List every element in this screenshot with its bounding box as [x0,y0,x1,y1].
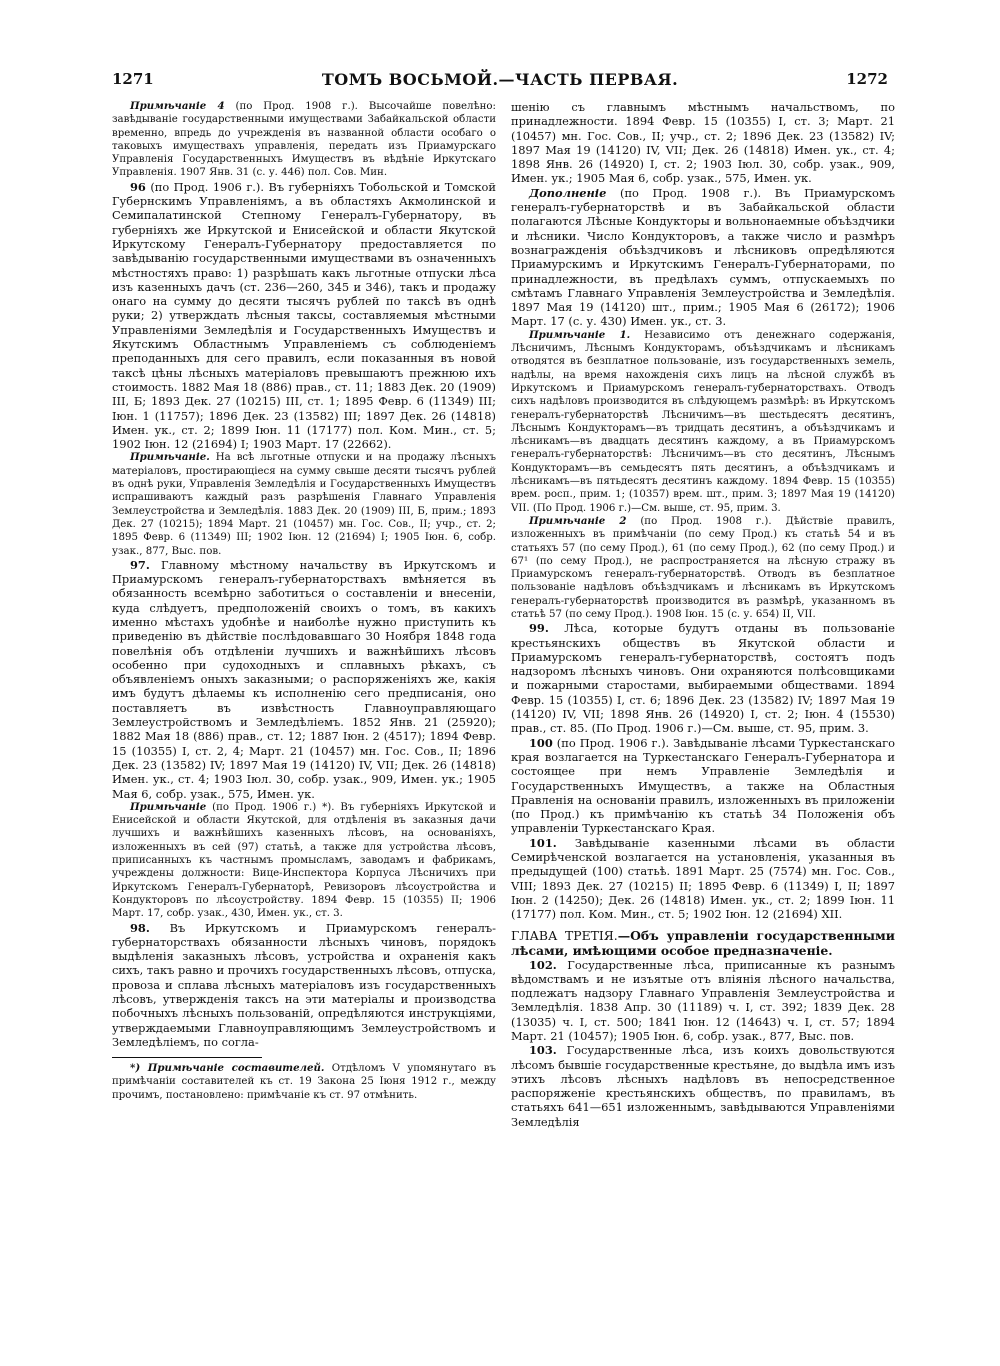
paragraph: шенію съ главнымъ мѣстнымъ начальствомъ, по принадлежности. 1894 Февр. 15 (10355) I, ст. 3; Март. 21 (10457) мн. Гос. Сов., II; учр., ст. 2; 1896 Дек. 23 (13582) IV; 1897 Мая 19 (14120) IV, VII; Дек. 26 (14818) Имен. ук., ст. 4; 1898 Янв. 26 (14920) I, ст. 2; 1903 Іюл. 30, собр. узак., 909, Имен. ук.; 1905 Мая 6, собр. узак., 575, Имен. ук. [511,100,895,186]
page-header [0,70,1000,100]
left-column [112,100,496,1102]
page-number-right: 1272 [846,70,888,88]
footnote: *) Примѣчаніе составителей. Отдѣломъ V упомянутаго въ примѣчаніи составителей къ ст. 19 Закона 25 Іюня 1912 г., между прочимъ, постановлено: примѣчаніе къ ст. 97 отмѣнить. [112,1062,496,1101]
article-101: 101. Завѣдываніе казенными лѣсами въ области Семирѣченской возлагается на установленія, указанныя въ предыдущей (100) статьѣ. 1891 Март. 25 (7574) мн. Гос. Сов., VIII; 1893 Дек. 27 (10215) II; 1895 Февр. 6 (11349) I, II; 1897 Іюн. 2 (14250); Дек. 26 (14818) Имен. ук., ст. 2; 1899 Іюн. 11 (17177) пол. Ком. Мин., ст. 5; 1902 Іюн. 12 (21694) XII. [511,835,895,922]
article-100: 100 (по Прод. 1906 г.). Завѣдываніе лѣсами Туркестанскаго края возлагается на Туркестанскаго Генералъ-Губернатора и состоящее при немъ Управленіе Земледѣлія и Государственныхъ Имуществъ, а также на Областныя Правленія на основаніи правилъ, изложенныхъ въ приложеніи (по Прод.) къ примѣчанію къ статьѣ 34 Положенія объ управленіи Туркестанскаго Края. [511,735,895,836]
article-99: 99. Лѣса, которые будутъ отданы въ пользованіе крестьянскихъ обществъ въ Якутской области и Приамурскомъ генералъ-губернаторствѣ, состоятъ подъ надзоромъ лѣсныхъ чиновъ. Они охраняются полѣсовщиками и пожарными старостами, выбираемыми обществами. 1894 Февр. 15 (10355) I, ст. 6; 1896 Дек. 23 (13582) IV; 1897 Мая 19 (14120) IV, VII; 1898 Янв. 26 (14920) I, ст. 2; Іюн. 4 (15530) прав., ст. 85. (По Прод. 1906 г.)—См. выше, ст. 95, прим. 3. [511,621,895,736]
paragraph: Примѣчаніе. На всѣ льготные отпуски и на продажу лѣсныхъ матеріаловъ, простирающіеся на сумму свыше десяти тысячъ рублей въ однѣ руки, Управленія Земледѣлія и Государственныхъ Имуществъ испрашиваютъ каждый разъ разрѣшенія Главнаго Управленія Землеустройства и Земледѣлія. 1883 Дек. 20 (1909) III, Б, прим.; 1893 Дек. 27 (10215); 1894 Март. 21 (10457) мн. Гос. Сов., II; учр., ст. 2; 1895 Февр. 6 (11349) III; 1902 Іюн. 12 (21694) I; 1905 Іюн. 6, собр. узак., 877, Выс. пов. [112,451,496,557]
article-96: 96 (по Прод. 1906 г.). Въ губерніяхъ Тобольской и Томской Губернскимъ Управленіямъ, а въ областяхъ Акмолинской и Семипалатинской Степному Генералъ-Губернатору, въ губерніяхъ же Иркутской и Енисейской и области Якутской Иркутскому Генералъ-Губернатору предоставляется по завѣдыванію государственными имуществами въ означенныхъ мѣстностяхъ право: 1) разрѣшать какъ льготные отпуски лѣса изъ казенныхъ дачъ (ст. 236—260, 345 и 346), такъ и продажу онаго на сумму до десяти тысячъ рублей по таксѣ въ однѣ руки; 2) утверждать лѣсныя таксы, составляемыя мѣстными Управленіями Земледѣлія и Государственныхъ Имуществъ и Якутскимъ Областнымъ Управленіемъ съ соблюденіемъ преподанныхъ для сего правилъ, если показанныя въ новой таксѣ цѣны лѣсныхъ матеріаловъ превышаютъ прежнюю ихъ стоимость. 1882 Мая 18 (886) прав., ст. 11; 1883 Дек. 20 (1909) III, Б; 1893 Дек. 27 (10215) III, ст. 1; 1895 Февр. 6 (11349) III; Іюн. 1 (11757); 1896 Дек. 23 (13582) III; 1897 Дек. 26 (14818) Имен. ук., ст. 2; 1899 Іюн. 11 (17177) пол. Ком. Мин., ст. 5; 1902 Іюн. 12 (21694) I; 1903 Март. 17 (22662). [112,179,496,452]
article-103: 103. Государственные лѣса, изъ коихъ довольствуются лѣсомъ бывшіе государственные крестьяне, до выдѣла имъ изъ этихъ лѣсовъ лѣсныхъ надѣловъ въ непосредственное распоряженіе крестьянскихъ обществъ, по правиламъ, въ статьяхъ 641—651 изложеннымъ, завѣдываются Управленіями Земледѣлія [511,1043,895,1129]
right-column [511,100,895,1129]
footnote-divider [112,1057,262,1058]
page-title: ТОМЪ ВОСЬМОЙ.—ЧАСТЬ ПЕРВАЯ. [321,70,679,89]
paragraph: Примѣчаніе 2 (по Прод. 1908 г.). Дѣйствіе правилъ, изложенныхъ въ примѣчаніи (по сему Прод.) къ статьѣ 54 и въ статьяхъ 57 (по сему Прод.), 61 (по сему Прод.), 62 (по сему Прод.) и 67¹ (по сему Прод.), не распространяется на лѣсную стражу въ Приамурскомъ генералъ-губернаторствѣ. Отводъ въ безплатное пользованіе надѣловъ объѣздчикамъ и лѣсникамъ въ Иркутскомъ генералъ-губернаторствѣ производится въ размѣрѣ, указанномъ въ статьѣ 57 (по сему Прод.). 1908 Іюн. 15 (с. у. 654) II, VII. [511,514,895,620]
chapter-heading: ГЛАВА ТРЕТІЯ.—Объ управленіи государственными лѣсами, имѣющими особое предназначеніе. [511,927,896,958]
article-102: 102. Государственные лѣса, приписанные къ разнымъ вѣдомствамъ и не изъятые отъ вліянія лѣсного начальства, подлежатъ надзору Главнаго Управленія Землеустройства и Земледѣлія. 1838 Апр. 30 (11189) ч. I, ст. 392; 1839 Дек. 28 (13035) ч. I, ст. 500; 1841 Іюн. 12 (14643) ч. I, ст. 57; 1894 Март. 21 (10457); 1905 Іюн. 6, собр. узак., 877, Выс. пов. [511,957,895,1043]
paragraph: Примѣчаніе 4 (по Прод. 1908 г.). Высочайше повелѣно: завѣдываніе государственными имуществами Забайкальской области временно, впредь до учрежденія въ названной области особаго о таковыхъ имуществахъ управленія, передать изъ Приамурскаго Управленія Государственныхъ Имуществъ въ вѣдѣніе Иркутскаго Управленія. 1907 Янв. 31 (с. у. 446) пол. Сов. Мин. [112,100,496,179]
paragraph: Примѣчаніе (по Прод. 1906 г.) *). Въ губерніяхъ Иркутской и Енисейской и области Якутской, для отдѣленія въ заказныя дачи лучшихъ и важнѣйшихъ казенныхъ лѣсовъ, на основаніяхъ, изложенныхъ въ сей (97) статьѣ, а также для устройства лѣсовъ, приписанныхъ къ частнымъ промысламъ, заводамъ и фабрикамъ, учреждены должности: Вице-Инспектора Корпуса Лѣсничихъ при Иркутскомъ Генералъ-Губернаторѣ, Ревизоровъ лѣсоустройства и Кондукторовъ по лѣсоустройству. 1894 Февр. 15 (10355) II; 1906 Март. 17, собр. узак., 430, Имен. ук., ст. 3. [112,800,496,920]
article-98: 98. Въ Иркутскомъ и Приамурскомъ генералъ-губернаторствахъ обязанности лѣсныхъ чиновъ, порядокъ выдѣленія заказныхъ лѣсовъ, устройства и охраненія какъ сихъ, такъ равно и прочихъ государственныхъ лѣсовъ, отпуска, провоза и сплава лѣсныхъ матеріаловъ изъ государственныхъ лѣсовъ, утвержденія таксъ на эти матеріалы и производства побочныхъ лѣсныхъ пользованій, опредѣляются инструкціями, утверждаемыми Главноуправляющимъ Землеустройствомъ и Земледѣліемъ, по согла- [112,920,496,1049]
paragraph: Примѣчаніе 1. Независимо отъ денежнаго содержанія, Лѣсничимъ, Лѣснымъ Кондукторамъ, объѣздчикамъ и лѣсникамъ отводятся въ безплатное пользованіе, изъ государственныхъ земель, надѣлы, на время нахожденія сихъ лицъ на лѣсной службѣ въ Иркутскомъ и Приамурскомъ генералъ-губернаторствахъ. Отводъ сихъ надѣловъ производится въ слѣдующемъ размѣрѣ: въ Иркутскомъ генералъ-губернаторствѣ Лѣсничимъ—въ шестьдесятъ десятинъ, Лѣснымъ Кондукторамъ—въ тридцать десятинъ, а объѣздчикамъ и лѣсникамъ—въ двадцать десятинъ каждому, а въ Приамурскомъ генералъ-губернаторствѣ: Лѣсничимъ—въ сто десятинъ, Лѣснымъ Кондукторамъ—въ семьдесятъ пять десятинъ, а объѣздчикамъ и лѣсникамъ—въ пятьдесятъ десятинъ каждому. 1894 Февр. 15 (10355) врем. росп., прим. 1; (10357) врем. шт., прим. 3; 1897 Мая 19 (14120) VII. (По Прод. 1906 г.)—См. выше, ст. 95, прим. 3. [511,328,895,514]
article-97: 97. Главному мѣстному начальству въ Иркутскомъ и Приамурскомъ генералъ-губернаторствахъ вмѣняется въ обязанность всемѣрно заботиться о составленіи и внесеніи, куда слѣдуетъ, предположеній своихъ о томъ, въ какихъ именно мѣстахъ удобнѣе и наиболѣе нужно приступить къ приведенію въ дѣйствіе послѣдовавшаго 30 Ноября 1848 года повелѣнія объ отдѣленіи лучшихъ и важнѣйшихъ лѣсовъ особенно при судоходныхъ и сплавныхъ рѣкахъ, съ объявленіемъ оныхъ заказными; о распоряженіяхъ же, какія имъ будутъ дѣлаемы къ исполненію сего предписанія, оно поставляетъ въ извѣстность Главноуправляющаго Землеустройствомъ и Земледѣліемъ. 1852 Янв. 21 (25920); 1882 Мая 18 (886) прав., ст. 12; 1887 Іюн. 2 (4517); 1894 Февр. 15 (10355) I, ст. 2, 4; Март. 21 (10457) мн. Гос. Сов., II; 1896 Дек. 23 (13582) IV; 1897 Мая 19 (14120) IV, VII; Дек. 26 (14818) Имен. ук., ст. 4; 1903 Іюл. 30, собр. узак., 909, Имен. ук.; 1905 Мая 6, собр. узак., 575, Имен. ук. [112,557,496,801]
page-number-left: 1271 [112,70,154,88]
paragraph: Дополненіе (по Прод. 1908 г.). Въ Приамурскомъ генералъ-губернаторствѣ и въ Забайкальской области полагаются Лѣсные Кондукторы и вольнонаемные объѣздчики и лѣсники. Число Кондукторовъ, а также число и размѣръ вознагражденія объѣздчиковъ и лѣсниковъ опредѣляются Приамурскимъ и Иркутскимъ Генералъ-Губернаторами, по принадлежности, въ предѣлахъ суммъ, отпускаемыхъ по смѣтамъ Главнаго Управленія Землеустройства и Земледѣлія. 1897 Мая 19 (14120) шт., прим.; 1905 Мая 6 (26172); 1906 Март. 17 (с. у. 430) Имен. ук., ст. 3. [511,185,895,329]
